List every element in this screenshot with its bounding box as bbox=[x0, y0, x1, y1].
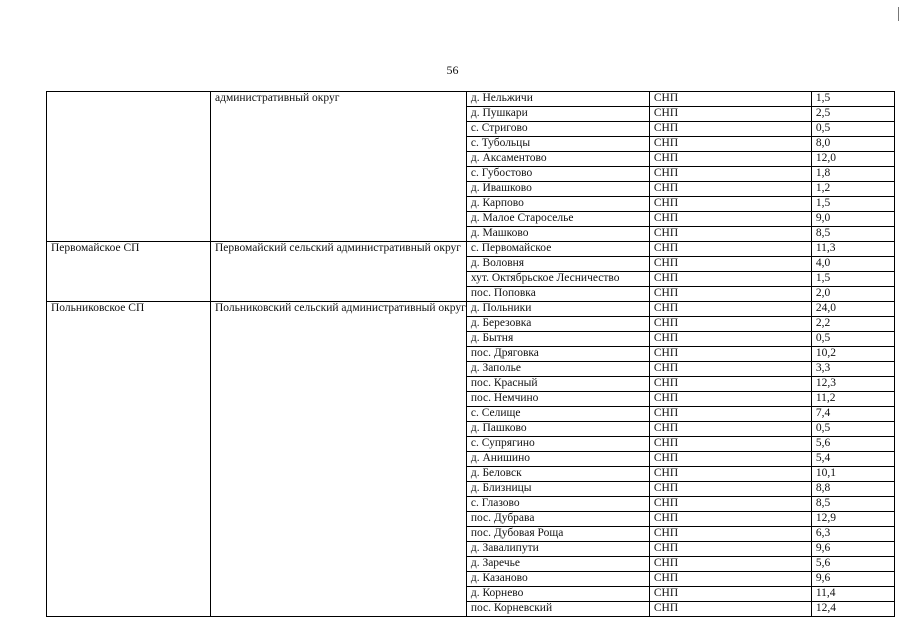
locality-cell: д. Березовка bbox=[466, 317, 649, 332]
type-cell: СНП bbox=[649, 572, 811, 587]
value-cell: 1,5 bbox=[811, 197, 894, 212]
value-cell: 11,4 bbox=[811, 587, 894, 602]
locality-cell: с. Первомайское bbox=[466, 242, 649, 257]
value-cell: 3,3 bbox=[811, 362, 894, 377]
value-cell: 4,0 bbox=[811, 257, 894, 272]
type-cell: СНП bbox=[649, 362, 811, 377]
type-cell: СНП bbox=[649, 92, 811, 107]
locality-cell: пос. Немчино bbox=[466, 392, 649, 407]
type-cell: СНП bbox=[649, 482, 811, 497]
type-cell: СНП bbox=[649, 317, 811, 332]
type-cell: СНП bbox=[649, 152, 811, 167]
locality-cell: д. Бытня bbox=[466, 332, 649, 347]
value-cell: 6,3 bbox=[811, 527, 894, 542]
value-cell: 8,0 bbox=[811, 137, 894, 152]
value-cell: 24,0 bbox=[811, 302, 894, 317]
type-cell: СНП bbox=[649, 137, 811, 152]
locality-cell: д. Нельжичи bbox=[466, 92, 649, 107]
locality-cell: с. Супрягино bbox=[466, 437, 649, 452]
type-cell: СНП bbox=[649, 332, 811, 347]
table-row bbox=[47, 302, 895, 317]
type-cell: СНП bbox=[649, 377, 811, 392]
value-cell: 2,0 bbox=[811, 287, 894, 302]
value-cell: 1,8 bbox=[811, 167, 894, 182]
value-cell: 9,6 bbox=[811, 542, 894, 557]
type-cell: СНП bbox=[649, 167, 811, 182]
type-cell: СНП bbox=[649, 587, 811, 602]
type-cell: СНП bbox=[649, 542, 811, 557]
locality-cell: д. Ивашково bbox=[466, 182, 649, 197]
value-cell: 1,5 bbox=[811, 272, 894, 287]
type-cell: СНП bbox=[649, 182, 811, 197]
settlement-cell: Первомайское СП bbox=[47, 242, 211, 302]
district-cell: административный округ bbox=[211, 92, 467, 242]
type-cell: СНП bbox=[649, 497, 811, 512]
table-row bbox=[47, 92, 895, 107]
locality-cell: пос. Дубрава bbox=[466, 512, 649, 527]
type-cell: СНП bbox=[649, 272, 811, 287]
value-cell: 10,1 bbox=[811, 467, 894, 482]
locality-cell: д. Анишино bbox=[466, 452, 649, 467]
type-cell: СНП bbox=[649, 107, 811, 122]
type-cell: СНП bbox=[649, 527, 811, 542]
value-cell: 0,5 bbox=[811, 332, 894, 347]
value-cell: 8,5 bbox=[811, 497, 894, 512]
value-cell: 0,5 bbox=[811, 122, 894, 137]
type-cell: СНП bbox=[649, 227, 811, 242]
type-cell: СНП bbox=[649, 122, 811, 137]
type-cell: СНП bbox=[649, 392, 811, 407]
value-cell: 5,4 bbox=[811, 452, 894, 467]
locality-cell: д. Карпово bbox=[466, 197, 649, 212]
district-cell: Первомайский сельский административный округ bbox=[211, 242, 467, 302]
value-cell: 12,3 bbox=[811, 377, 894, 392]
type-cell: СНП bbox=[649, 602, 811, 617]
value-cell: 1,2 bbox=[811, 182, 894, 197]
locality-cell: пос. Поповка bbox=[466, 287, 649, 302]
value-cell: 7,4 bbox=[811, 407, 894, 422]
value-cell: 12,9 bbox=[811, 512, 894, 527]
locality-cell: пос. Дубовая Роща bbox=[466, 527, 649, 542]
scan-edge-mark bbox=[898, 7, 899, 21]
locality-cell: с. Губостово bbox=[466, 167, 649, 182]
value-cell: 8,5 bbox=[811, 227, 894, 242]
value-cell: 1,5 bbox=[811, 92, 894, 107]
type-cell: СНП bbox=[649, 347, 811, 362]
value-cell: 2,5 bbox=[811, 107, 894, 122]
locality-cell: д. Казаново bbox=[466, 572, 649, 587]
locality-cell: с. Стригово bbox=[466, 122, 649, 137]
locality-cell: с. Тубольцы bbox=[466, 137, 649, 152]
settlement-cell: Польниковское СП bbox=[47, 302, 211, 617]
value-cell: 8,8 bbox=[811, 482, 894, 497]
value-cell: 10,2 bbox=[811, 347, 894, 362]
value-cell: 5,6 bbox=[811, 437, 894, 452]
locality-cell: с. Глазово bbox=[466, 497, 649, 512]
value-cell: 9,0 bbox=[811, 212, 894, 227]
type-cell: СНП bbox=[649, 407, 811, 422]
type-cell: СНП bbox=[649, 467, 811, 482]
locality-cell: д. Корнево bbox=[466, 587, 649, 602]
type-cell: СНП bbox=[649, 557, 811, 572]
value-cell: 0,5 bbox=[811, 422, 894, 437]
value-cell: 12,4 bbox=[811, 602, 894, 617]
locality-cell: д. Завалипути bbox=[466, 542, 649, 557]
type-cell: СНП bbox=[649, 302, 811, 317]
settlement-cell bbox=[47, 92, 211, 242]
locality-cell: д. Пашково bbox=[466, 422, 649, 437]
district-cell: Польниковский сельский административный округ bbox=[211, 302, 467, 617]
locality-cell: д. Заполье bbox=[466, 362, 649, 377]
type-cell: СНП bbox=[649, 452, 811, 467]
locality-cell: пос. Корневский bbox=[466, 602, 649, 617]
locality-cell: д. Близницы bbox=[466, 482, 649, 497]
locality-cell: д. Польники bbox=[466, 302, 649, 317]
value-cell: 9,6 bbox=[811, 572, 894, 587]
locality-cell: д. Малое Староселье bbox=[466, 212, 649, 227]
settlements-table bbox=[46, 91, 895, 617]
type-cell: СНП bbox=[649, 212, 811, 227]
type-cell: СНП bbox=[649, 437, 811, 452]
value-cell: 2,2 bbox=[811, 317, 894, 332]
type-cell: СНП bbox=[649, 287, 811, 302]
page-number: 56 bbox=[446, 63, 459, 77]
type-cell: СНП bbox=[649, 197, 811, 212]
type-cell: СНП bbox=[649, 242, 811, 257]
table-row bbox=[47, 242, 895, 257]
locality-cell: д. Беловск bbox=[466, 467, 649, 482]
type-cell: СНП bbox=[649, 422, 811, 437]
locality-cell: д. Воловня bbox=[466, 257, 649, 272]
locality-cell: с. Селище bbox=[466, 407, 649, 422]
value-cell: 11,3 bbox=[811, 242, 894, 257]
locality-cell: д. Машково bbox=[466, 227, 649, 242]
value-cell: 5,6 bbox=[811, 557, 894, 572]
locality-cell: хут. Октябрьское Лесничество bbox=[466, 272, 649, 287]
locality-cell: д. Заречье bbox=[466, 557, 649, 572]
locality-cell: д. Аксаментово bbox=[466, 152, 649, 167]
value-cell: 11,2 bbox=[811, 392, 894, 407]
value-cell: 12,0 bbox=[811, 152, 894, 167]
locality-cell: пос. Дряговка bbox=[466, 347, 649, 362]
locality-cell: д. Пушкари bbox=[466, 107, 649, 122]
locality-cell: пос. Красный bbox=[466, 377, 649, 392]
type-cell: СНП bbox=[649, 512, 811, 527]
type-cell: СНП bbox=[649, 257, 811, 272]
settlements-table-body bbox=[47, 92, 895, 617]
